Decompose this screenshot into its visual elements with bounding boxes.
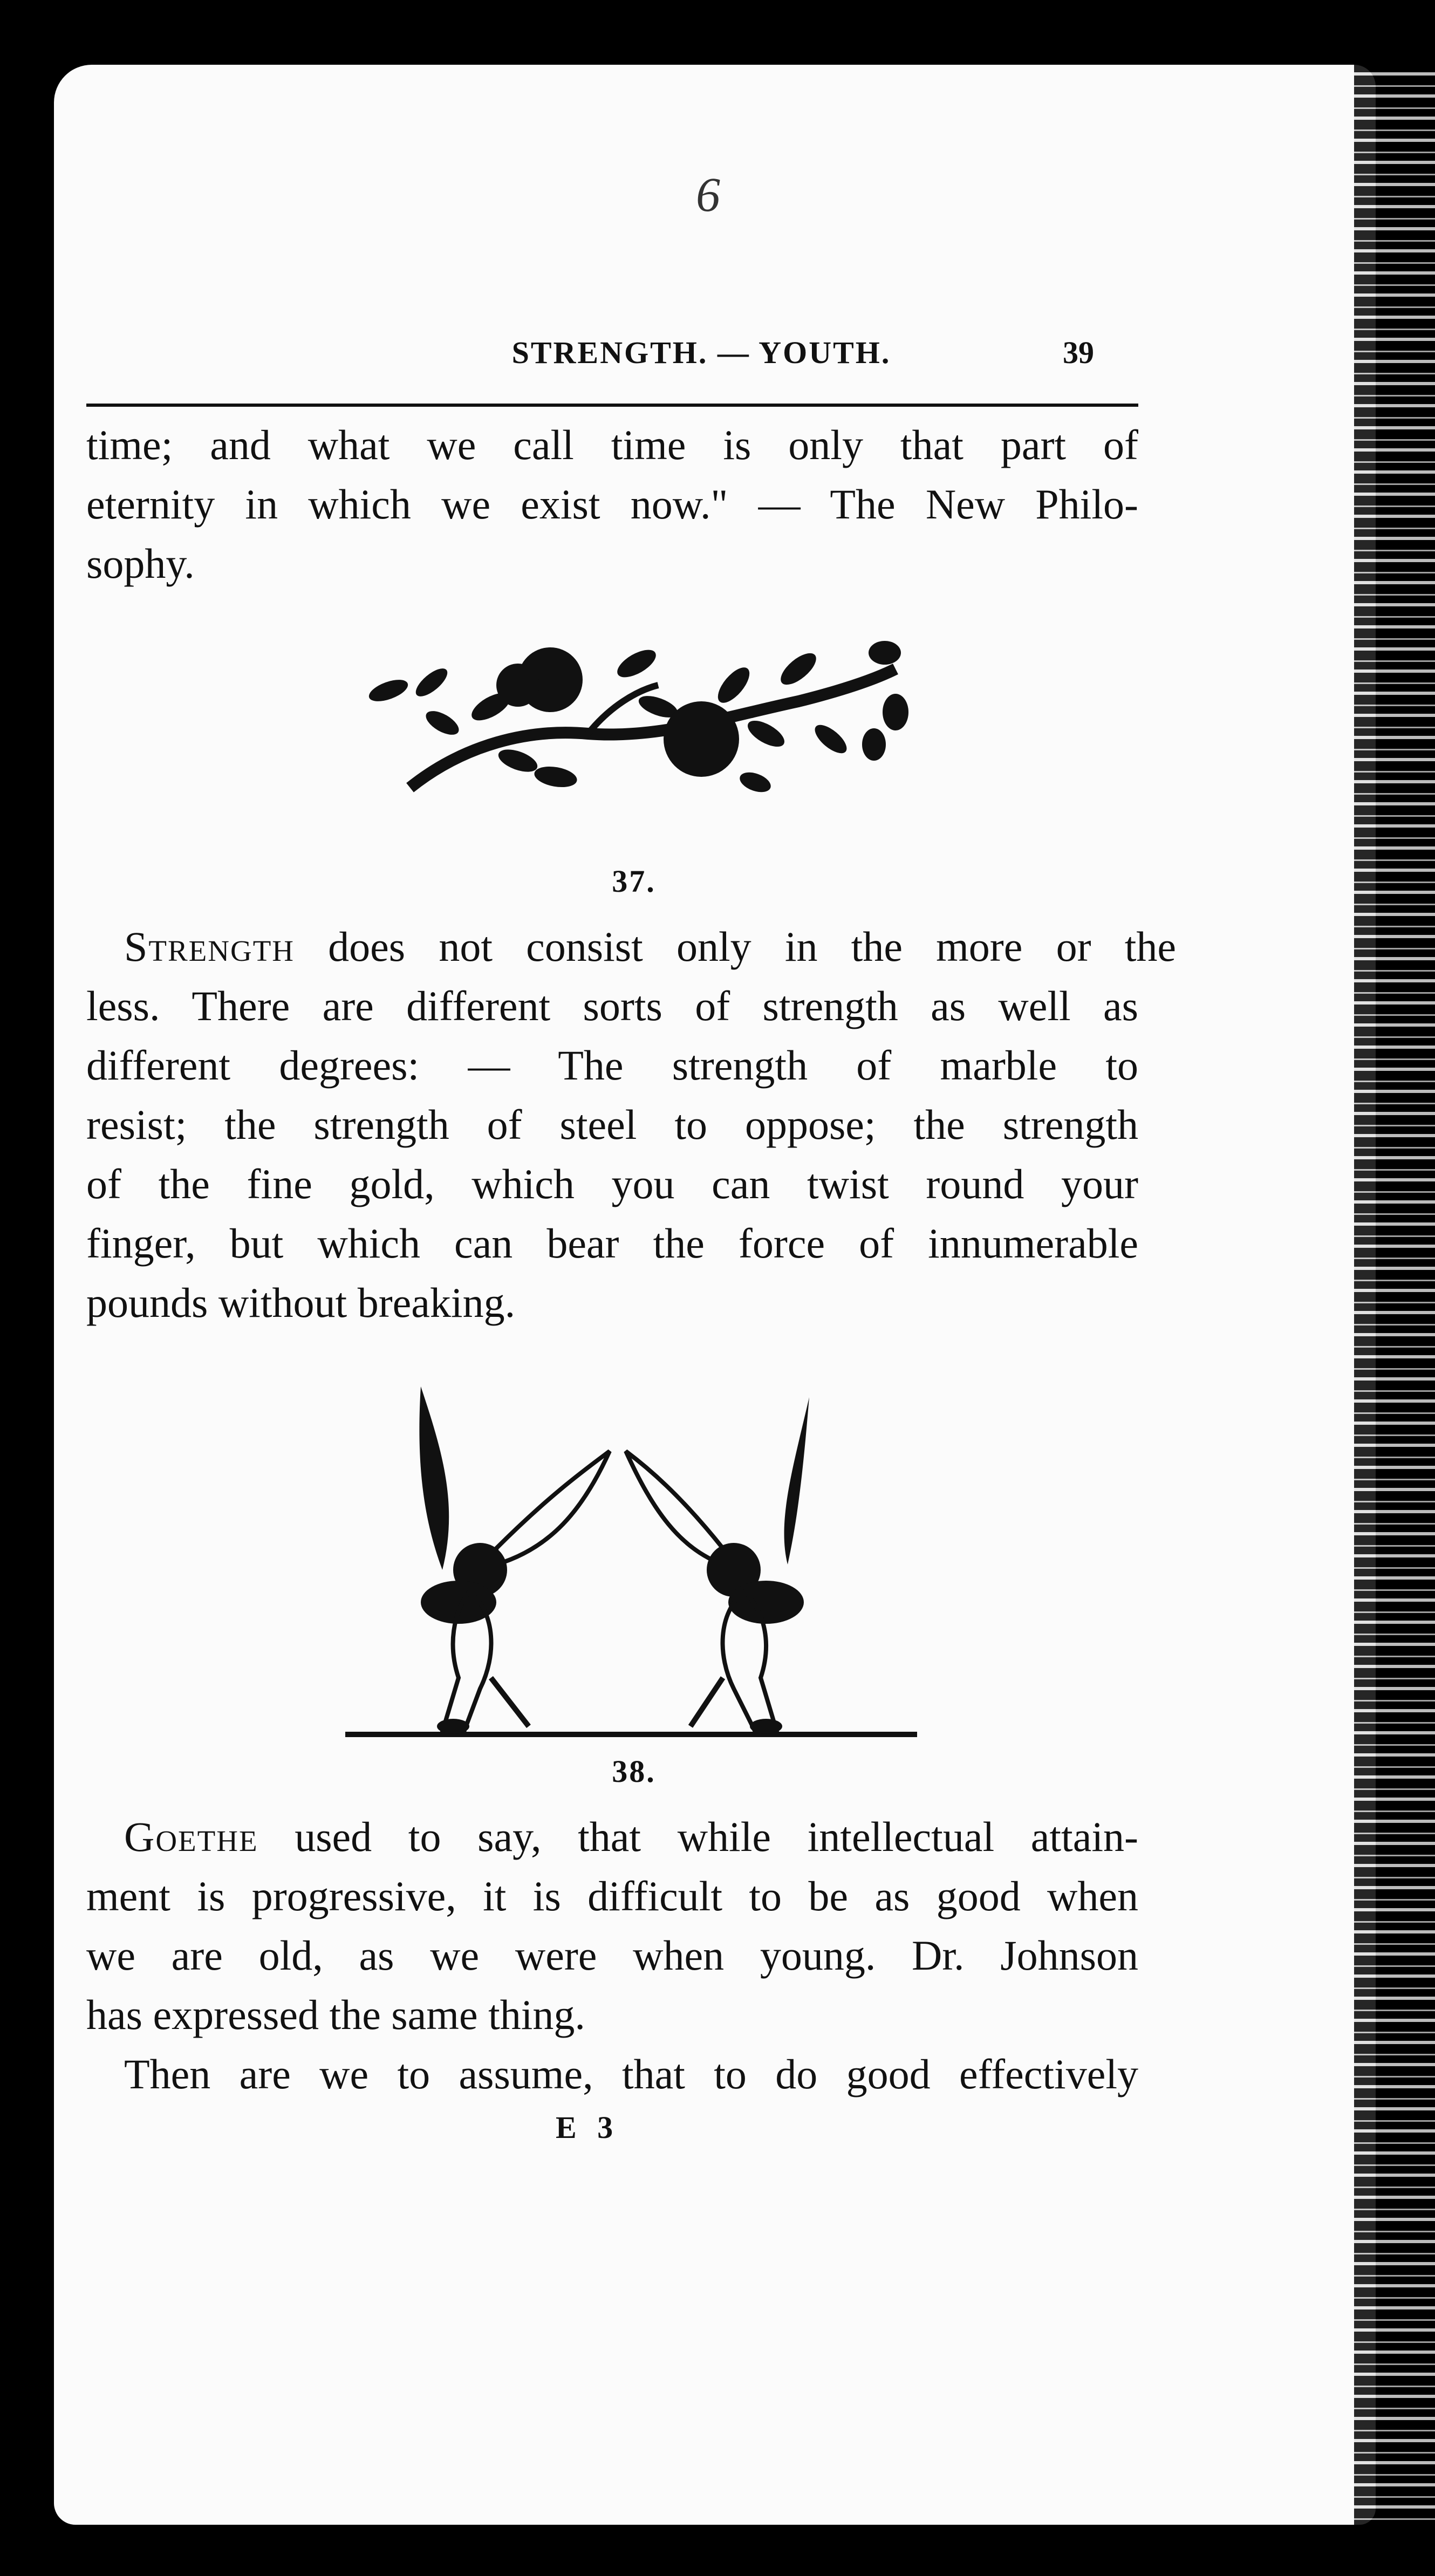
signature-mark: E 3 (556, 2110, 620, 2145)
text-line: finger, but which can bear the force of innumerable (86, 1220, 1138, 1267)
text-line: eternity in which we exist now." — The New Philo- (86, 481, 1138, 528)
header-rule (86, 404, 1138, 407)
pencil-mark: 6 (696, 168, 720, 222)
page-number: 39 (1063, 335, 1094, 370)
section-number: 37. (612, 864, 656, 899)
text-line (86, 1807, 1138, 1867)
text-line: Then are we to assume, that to do good effectively (124, 2051, 1138, 2097)
text-line: resist; the strength of steel to oppose; the strength (86, 1101, 1138, 1148)
cherubs-vignette-icon (334, 1386, 928, 1764)
text-line: of the fine gold, which you can twist round your (86, 1160, 1138, 1207)
section-37-continued (86, 976, 1138, 1333)
page-edge-shadow (1354, 65, 1435, 2525)
running-title: STRENGTH. — YOUTH. (511, 335, 891, 370)
floral-vignette-icon (356, 620, 928, 815)
text-line: different degrees: — The strength of marble to (86, 1042, 1138, 1089)
lead-word: Strength (124, 923, 295, 970)
text-line (86, 917, 1176, 976)
lead-word: Goethe (124, 1813, 258, 1860)
section-38-paragraph (86, 1807, 1138, 2104)
section-37-paragraph (86, 917, 1176, 976)
text-line: pounds without breaking. (86, 1279, 516, 1326)
text-line: sophy. (86, 540, 195, 587)
text-fragment: used to say, that while intellectual attain- (258, 1813, 1138, 1860)
text-line: ment is progressive, it is difficult to be as good when (86, 1873, 1138, 1919)
text-line: less. There are different sorts of strength as well as (86, 982, 1138, 1029)
text-line: we are old, as we were when young. Dr. Johnson (86, 1932, 1138, 1979)
text-fragment: does not consist only in the more or the (295, 923, 1176, 970)
continuation-paragraph (86, 415, 1138, 593)
text-line: time; and what we call time is only that part of (86, 421, 1138, 468)
text-line: has expressed the same thing. (86, 1991, 585, 2038)
section-number: 38. (612, 1754, 656, 1789)
book-page (54, 65, 1376, 2525)
